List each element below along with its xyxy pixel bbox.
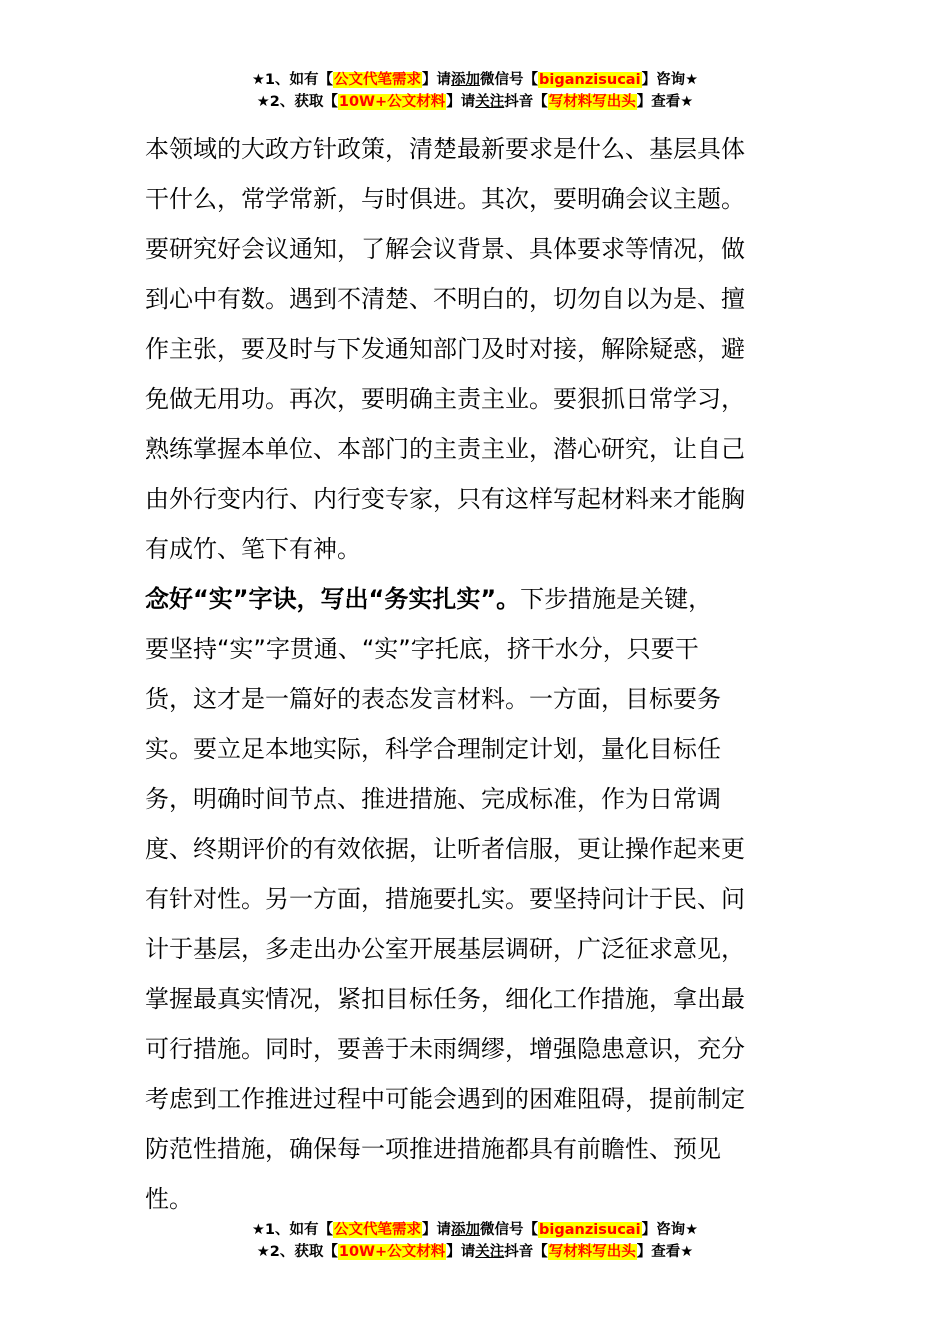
body-line: 有成竹、笔下有神。	[145, 535, 361, 563]
banner-highlight: 10W+公文材料	[338, 94, 446, 110]
banner-text: 】请	[446, 1244, 476, 1260]
banner-text: 】查看★	[636, 94, 694, 110]
banner-highlight: 写材料写出头	[548, 1244, 636, 1260]
banner-line-2	[0, 91, 950, 113]
banner-text: ★2、获取【	[256, 1244, 338, 1260]
body-line: 务，明确时间节点、推进措施、完成标准，作为日常调	[145, 785, 721, 813]
banner-text: 】请	[446, 94, 476, 110]
body-line: 货，这才是一篇好的表态发言材料。一方面，目标要务	[145, 685, 721, 713]
banner-highlight: 公文代笔需求	[334, 72, 422, 88]
banner-text: 微信号【	[480, 1222, 539, 1238]
section-heading: 念好“实”字诀，写出“务实扎实”。	[145, 585, 521, 613]
body-line: 防范性措施，确保每一项推进措施都具有前瞻性、预见	[145, 1135, 721, 1163]
banner-line-2	[0, 1241, 950, 1263]
banner-text: 】咨询★	[641, 1222, 699, 1238]
body-line: 到心中有数。遇到不清楚、不明白的，切勿自以为是、擅	[145, 285, 745, 313]
banner-text: 】咨询★	[641, 72, 699, 88]
banner-highlight: biganzisucai	[539, 1222, 641, 1238]
body-line: 考虑到工作推进过程中可能会遇到的困难阻碍，提前制定	[145, 1085, 745, 1113]
document-body	[145, 124, 815, 1224]
banner-underlined: 添加	[451, 72, 481, 88]
banner-highlight: biganzisucai	[539, 72, 641, 88]
body-line: 熟练掌握本单位、本部门的主责主业，潜心研究，让自己	[145, 435, 745, 463]
body-line: 计于基层，多走出办公室开展基层调研，广泛征求意见，	[145, 935, 745, 963]
banner-text: 】请	[422, 1222, 452, 1238]
banner-text: ★2、获取【	[256, 94, 338, 110]
banner-text: 抖音【	[504, 94, 548, 110]
section-heading-rest: 下步措施是关键，	[520, 585, 713, 613]
banner-text: ★1、如有【	[251, 1222, 334, 1238]
body-line: 有针对性。另一方面，措施要扎实。要坚持问计于民、问	[145, 885, 745, 913]
body-line: 由外行变内行、内行变专家，只有这样写起材料来才能胸	[145, 485, 745, 513]
banner-underlined: 关注	[475, 94, 505, 110]
banner-text: ★1、如有【	[251, 72, 334, 88]
body-line: 要研究好会议通知，了解会议背景、具体要求等情况，做	[145, 235, 745, 263]
body-line: 要坚持“实”字贯通、“实”字托底，挤干水分，只要干	[145, 635, 699, 663]
section-heading-line	[145, 574, 815, 624]
banner-line-1	[0, 69, 950, 91]
body-line: 掌握最真实情况，紧扣目标任务，细化工作措施，拿出最	[145, 985, 745, 1013]
banner-underlined: 关注	[475, 1244, 505, 1260]
banner-text: 】请	[422, 72, 452, 88]
body-line: 度、终期评价的有效依据，让听者信服，更让操作起来更	[145, 835, 745, 863]
banner-underlined: 添加	[451, 1222, 481, 1238]
body-line: 可行措施。同时，要善于未雨绸缪，增强隐患意识，充分	[145, 1035, 745, 1063]
body-line: 性。	[145, 1185, 193, 1213]
banner-highlight: 公文代笔需求	[334, 1222, 422, 1238]
body-line: 本领域的大政方针政策，清楚最新要求是什么、基层具体	[145, 135, 745, 163]
body-line: 免做无用功。再次，要明确主责主业。要狠抓日常学习，	[145, 385, 745, 413]
body-line: 干什么，常学常新，与时俱进。其次，要明确会议主题。	[145, 185, 745, 213]
banner-text: 】查看★	[636, 1244, 694, 1260]
footer-banner	[0, 1219, 950, 1263]
banner-text: 微信号【	[480, 72, 539, 88]
banner-text: 抖音【	[504, 1244, 548, 1260]
banner-highlight: 10W+公文材料	[338, 1244, 446, 1260]
header-banner	[0, 69, 950, 113]
banner-highlight: 写材料写出头	[548, 94, 636, 110]
banner-line-1	[0, 1219, 950, 1241]
body-line: 实。要立足本地实际，科学合理制定计划，量化目标任	[145, 735, 721, 763]
body-line: 作主张，要及时与下发通知部门及时对接，解除疑惑，避	[145, 335, 745, 363]
